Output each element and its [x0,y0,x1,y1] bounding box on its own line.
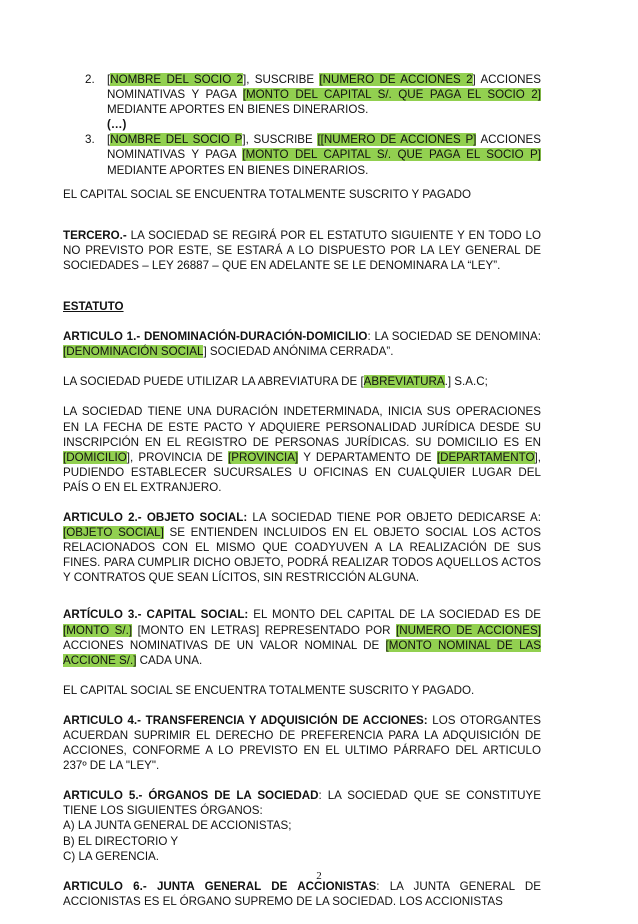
placeholder-abreviatura: ABREVIATURA [363,375,445,389]
socios-list [63,72,541,178]
placeholder-departamento: [DEPARTAMENTO [436,450,535,464]
placeholder-numero-acciones: [NUMERO DE ACCIONES] [395,623,541,637]
list-item-socio-p: 3. [NOMBRE DEL SOCIO P], SUSCRIBE [[NUMERO DE ACCIONES P] ACCIONES NOMINATIVAS Y PAGA [MONTO DEL CAPITAL S/. QUE PAGA EL SOCIO P] MEDIANTE APORTES EN BIENES DINERARIOS. [85,133,541,177]
document-body [63,72,541,924]
article-label: ARTICULO 4.- TRANSFERENCIA Y ADQUISICIÓN DE ACCIONES: [63,713,428,727]
articulo-3: ARTÍCULO 3.- CAPITAL SOCIAL: EL MONTO DEL CAPITAL DE LA SOCIEDAD ES DE [MONTO S/.] [MONTO EN LETRAS] REPRESENTADO POR [NUMERO DE ACCIONES] ACCIONES NOMINATIVAS DE UN VALOR NOMINAL DE [MONTO NOMINAL DE LAS ACCIONE S/.] CADA UNA. [63,608,541,667]
placeholder-provincia: [PROVINCIA] [228,450,299,464]
estatuto-heading: ESTATUTO [63,300,124,314]
page-number: 2 [316,870,322,882]
placeholder-domicilio: [DOMICILIO [63,450,127,464]
placeholder-denominacion: [DENOMINACIÓN SOCIAL [63,345,204,359]
placeholder-numero-acciones-p: [[NUMERO DE ACCIONES P] [317,133,477,147]
clause-label: TERCERO.- [63,228,127,242]
placeholder-nombre-socio-p: NOMBRE DEL SOCIO P [110,133,243,147]
organo-item: B) EL DIRECTORIO Y [63,834,179,848]
list-number: 2. [85,73,95,86]
placeholder-monto: [MONTO S/.] [63,623,133,637]
articulo-6: ARTICULO 6.- JUNTA GENERAL DE ACCIONISTAS: LA JUNTA GENERAL DE ACCIONISTAS ES EL ÓRGANO SUPREMO DE LA SOCIEDAD. LOS ACCIONISTAS [63,879,541,908]
clause-tercero: TERCERO.- LA SOCIEDAD SE REGIRÁ POR EL ESTATUTO SIGUIENTE Y EN TODO LO NO PREVISTO POR ESTE, SE ESTARÁ A LO DISPUESTO POR LA LEY GENERAL DE SOCIEDADES – LEY 26887 – QUE EN ADELANTE SE LE DENOMINARA LA “LEY”. [63,228,541,272]
placeholder-numero-acciones-2: [NUMERO DE ACCIONES 2 [319,73,473,86]
placeholder-monto-nominal: [MONTO NOMINAL DE LAS ACCIONE S/.] [63,638,541,667]
capital-statement-2: EL CAPITAL SOCIAL SE ENCUENTRA TOTALMENTE SUSCRITO Y PAGADO. [63,683,475,697]
placeholder-nombre-socio-2: NOMBRE DEL SOCIO 2 [110,73,244,86]
organo-item: C) LA GERENCIA. [63,849,159,863]
placeholder-monto-capital-p: [MONTO DEL CAPITAL S/. QUE PAGA EL SOCIO P] [242,148,541,162]
list-item-socio-2: 2. [NOMBRE DEL SOCIO 2], SUSCRIBE [NUMERO DE ACCIONES 2] ACCIONES NOMINATIVAS Y PAGA [MONTO DEL CAPITAL S/. QUE PAGA EL SOCIO 2] MEDIANTE APORTES EN BIENES DINERARIOS. [85,73,542,117]
list-ellipsis: (…) [107,118,127,132]
articulo-1-abreviatura: LA SOCIEDAD PUEDE UTILIZAR LA ABREVIATURA DE [ABREVIATURA.] S.A.C; [63,375,488,389]
articulo-1: ARTICULO 1.- DENOMINACIÓN-DURACIÓN-DOMICILIO: LA SOCIEDAD SE DENOMINA: [DENOMINACIÓN SOCIAL] SOCIEDAD ANÓNIMA CERRADA”. [63,330,541,359]
capital-statement: EL CAPITAL SOCIAL SE ENCUENTRA TOTALMENTE SUSCRITO Y PAGADO [63,187,472,201]
article-label: ARTICULO 2.- OBJETO SOCIAL: [63,510,248,524]
organo-item: A) LA JUNTA GENERAL DE ACCIONISTAS; [63,819,292,833]
articulo-1-duracion: LA SOCIEDAD TIENE UNA DURACIÓN INDETERMINADA, INICIA SUS OPERACIONES EN LA FECHA DE ESTE PACTO Y ADQUIERE PERSONALIDAD JURÍDICA DESDE SU INSCRIPCIÓN EN EL REGISTRO DE PERSONAS JURÍDICAS. SU DOMICILIO ES EN [DOMICILIO], PROVINCIA DE [PROVINCIA] Y DEPARTAMENTO DE [DEPARTAMENTO], PUDIENDO ESTABLECER SUCURSALES U OFICINAS EN CUALQUIER LUGAR DEL PAÍS O EN EL EXTRANJERO. [63,405,541,494]
placeholder-objeto-social: [OBJETO SOCIAL] [63,526,164,540]
articulo-5: ARTICULO 5.- ÓRGANOS DE LA SOCIEDAD: LA SOCIEDAD QUE SE CONSTITUYE TIENE LOS SIGUIENTES ÓRGANOS: A) LA JUNTA GENERAL DE ACCIONISTAS; B) EL DIRECTORIO Y C) LA GERENCIA. [63,789,541,863]
articulo-4: ARTICULO 4.- TRANSFERENCIA Y ADQUISICIÓN DE ACCIONES: LOS OTORGANTES ACUERDAN SUPRIMIR EL DERECHO DE PREFERENCIA PARA LA ADQUISICIÓN DE ACCIONES, CONFORME A LO PREVISTO EN EL ULTIMO PÁRRAFO DEL ARTICULO 237º DE LA "LEY". [63,713,541,773]
article-label: ARTICULO 5.- ÓRGANOS DE LA SOCIEDAD [63,789,319,803]
article-label: ARTÍCULO 3.- CAPITAL SOCIAL: [63,608,249,622]
list-number: 3. [85,133,95,147]
article-label: ARTICULO 1.- DENOMINACIÓN-DURACIÓN-DOMICILIO [63,330,368,344]
article-label: ARTICULO 6.- JUNTA GENERAL DE ACCIONISTAS [63,879,377,893]
placeholder-monto-capital-2: [MONTO DEL CAPITAL S/. QUE PAGA EL SOCIO 2] [242,88,541,102]
articulo-2: ARTICULO 2.- OBJETO SOCIAL: LA SOCIEDAD TIENE POR OBJETO DEDICARSE A: [OBJETO SOCIAL] SE ENTIENDEN INCLUIDOS EN EL OBJETO SOCIAL LOS ACTOS RELACIONADOS CON EL MISMO QUE COADYUVEN A LA REALIZACIÓN DE SUS FINES. PARA CUMPLIR DICHO OBJETO, PODRÁ REALIZAR TODOS AQUELLOS ACTOS Y CONTRATOS QUE SEAN LÍCITOS, SIN RESTRICCIÓN ALGUNA. [63,510,541,585]
